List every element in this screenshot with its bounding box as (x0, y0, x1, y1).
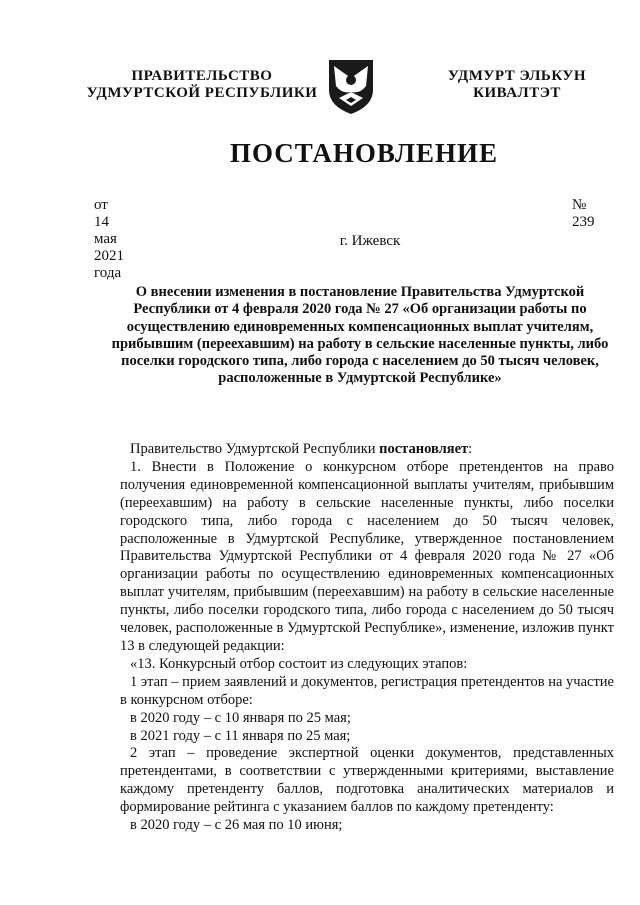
document-title: ПОСТАНОВЛЕНИЕ (229, 138, 499, 168)
body-paragraph: 1. Внести в Положение о конкурсном отборе претендентов на право получения единовременной компенсационной выплаты учителям, прибывшим (переехавшим) на работу в сельские населенные пункты, либо поселки городского типа, либо города с населением до 50 тысяч человек, расположенные в Удмуртской Республике, утвержденное постановлением Правительства Удмуртской Республики от 4 февраля 2020 года № 27 «Об организации работы по осуществлению единовременных компенсационных выплат учителям, прибывшим (переехавшим) на работу в сельские населенные пункты, либо поселки городского типа, либо города с населением до 50 тысяч человек, расположенные в Удмуртской Республике», изменение, изложив пункт 13 в следующей редакции: (120, 458, 614, 654)
document-subject: О внесении изменения в постановление Правительства Удмуртской Республики от 4 февраля 2020 года № 27 «Об организации работы по осуществлению единовременных компенсационных выплат учителям, прибывшим (переехавшим) на работу в сельские населенные пункты, либо поселки городского типа, либо города с населением до 50 тысяч человек, расположенные в Удмуртской Республике» (111, 284, 609, 387)
body-paragraph: «13. Конкурсный отбор состоит из следующих этапов: (130, 655, 468, 672)
header-left (82, 68, 322, 102)
document-body (120, 441, 614, 835)
body-paragraph: 2 этап – проведение экспертной оценки документов, представленных претендентами, в соответствии с утвержденными критериями, выставление каждому претенденту баллов, подготовка аналитических материалов и формирование рейтинга с указанием баллов по каждому претенденту: (120, 745, 614, 816)
intro-prefix: Правительство Удмуртской Республики (130, 441, 380, 457)
body-paragraph: в 2020 году – с 10 января по 25 мая; (130, 709, 351, 726)
intro-bold: постановляет (379, 441, 469, 457)
body-paragraph: в 2021 году – с 11 января по 25 мая; (130, 727, 351, 744)
header-left-line2: УДМУРТСКОЙ РЕСПУБЛИКИ (86, 85, 318, 101)
body-paragraph: 1 этап – прием заявлений и документов, регистрация претендентов на участие в конкурсном отборе: (120, 673, 614, 708)
document-date: от 14 мая 2021 года (94, 197, 124, 281)
header-left-line1: ПРАВИТЕЛЬСТВО (131, 68, 273, 84)
header-right-line2: КИВАЛТЭТ (473, 85, 561, 101)
header-right (422, 68, 612, 102)
intro-paragraph (120, 441, 614, 459)
document-number: № 239 (572, 197, 595, 230)
body-paragraph: в 2020 году – с 26 мая по 10 июня; (130, 817, 343, 834)
header-right-line1: УДМУРТ ЭЛЬКУН (447, 68, 587, 84)
intro-suffix: : (468, 441, 473, 457)
coat-of-arms-icon (326, 56, 376, 116)
document-city: г. Ижевск (339, 233, 401, 249)
